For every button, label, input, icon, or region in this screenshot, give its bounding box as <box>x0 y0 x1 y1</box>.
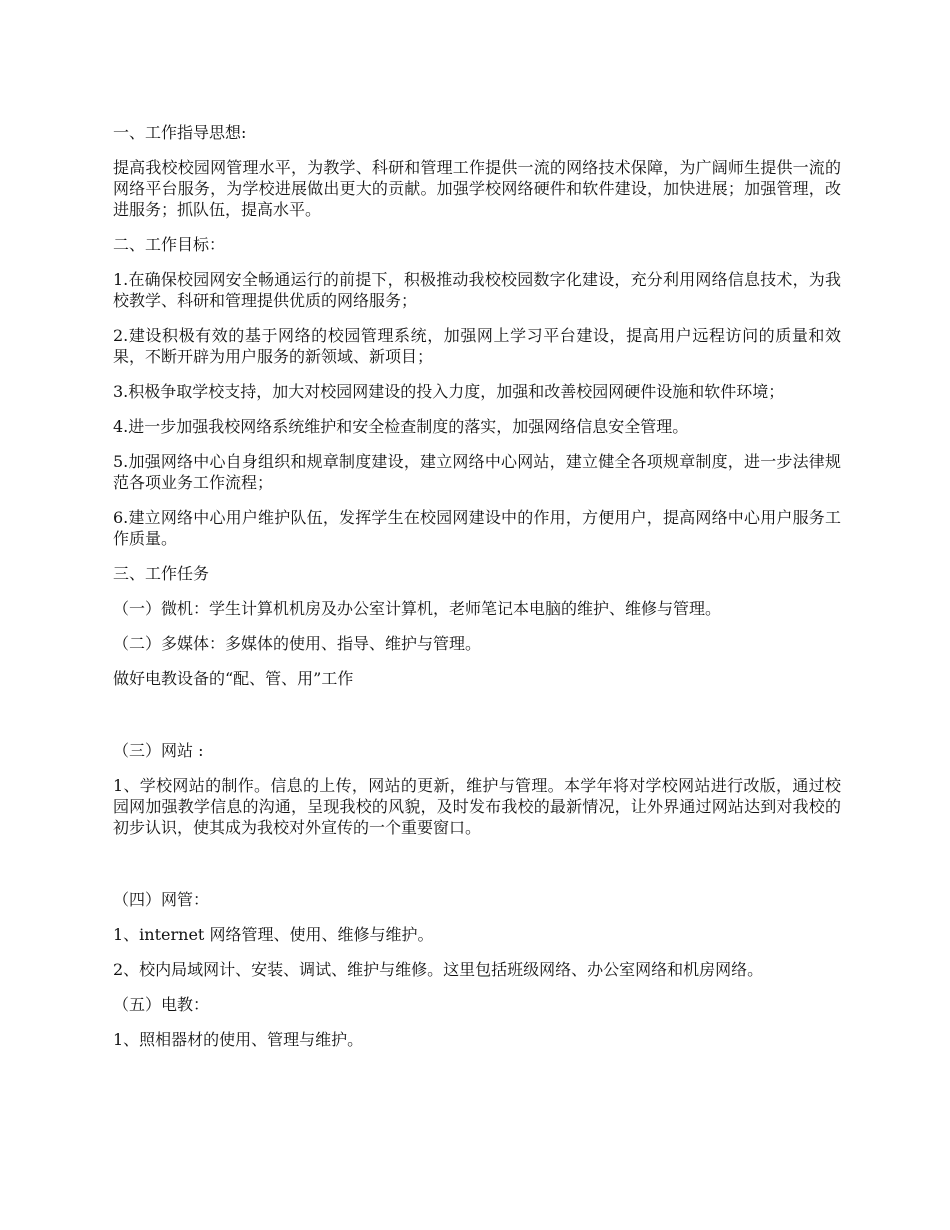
task-multimedia: （二）多媒体：多媒体的使用、指导、维护与管理。 <box>113 634 482 653</box>
task-website-item-1: 1、学校网站的制作。信息的上传，网站的更新，维护与管理。本学年将对学校网站进行改版，通过校园网加强教学信息的沟通，呈现我校的风貌，及时发布我校的最新情况，让外界通过网站达到对我校的初步认识，使其成为我校对外宣传的一个重要窗口。 <box>113 776 841 837</box>
goal-item-1: 1.在确保校园网安全畅通运行的前提下，积极推动我校校园数字化建设，充分利用网络信息技术，为我校教学、科研和管理提供优质的网络服务； <box>113 270 841 310</box>
document-page <box>113 122 841 1064</box>
goal-item-6: 6.建立网络中心用户维护队伍，发挥学生在校园网建设中的作用，方便用户，提高网络中心用户服务工作质量。 <box>113 508 841 548</box>
goal-item-5: 5.加强网络中心自身组织和规章制度建设，建立网络中心网站，建立健全各项规章制度，进一步法律规范各项业务工作流程； <box>113 452 841 492</box>
task-av-item-1: 1、照相器材的使用、管理与维护。 <box>113 1030 364 1049</box>
task-network-item-2: 2、校内局域网计、安装、调试、维护与维修。这里包括班级网络、办公室网络和机房网络。 <box>113 960 764 979</box>
section1-heading: 一、工作指导思想: <box>113 123 247 142</box>
goal-item-4: 4.进一步加强我校网络系统维护和安全检查制度的落实，加强网络信息安全管理。 <box>113 417 689 436</box>
task-network-item-1: 1、internet 网络管理、使用、维修与维护。 <box>113 925 434 944</box>
task-microcomputer: （一）微机：学生计算机机房及办公室计算机，老师笔记本电脑的维护、维修与管理。 <box>113 599 722 618</box>
section1-body: 提高我校校园网管理水平，为教学、科研和管理工作提供一流的网络技术保障，为广阔师生提供一流的网络平台服务，为学校进展做出更大的贡献。加强学校网络硬件和软件建设，加快进展；加强管理，改进服务；抓队伍，提高水平。 <box>113 158 841 219</box>
section3-heading: 三、工作任务 <box>113 564 210 583</box>
goal-item-2: 2.建设积极有效的基于网络的校园管理系统，加强网上学习平台建设，提高用户远程访问的质量和效果，不断开辟为用户服务的新领域、新项目； <box>113 326 841 366</box>
blank-line <box>113 852 841 889</box>
blank-line <box>113 703 841 740</box>
task-multimedia-note: 做好电教设备的“配、管、用”工作 <box>113 669 354 688</box>
goal-item-3: 3.积极争取学校支持，加大对校园网建设的投入力度，加强和改善校园网硬件设施和软件环境； <box>113 382 785 401</box>
task-network-heading: （四）网管： <box>113 890 210 909</box>
section2-heading: 二、工作目标： <box>113 235 226 254</box>
task-av-heading: （五）电教： <box>113 995 210 1014</box>
task-website-heading: （三）网站 : <box>113 741 204 760</box>
